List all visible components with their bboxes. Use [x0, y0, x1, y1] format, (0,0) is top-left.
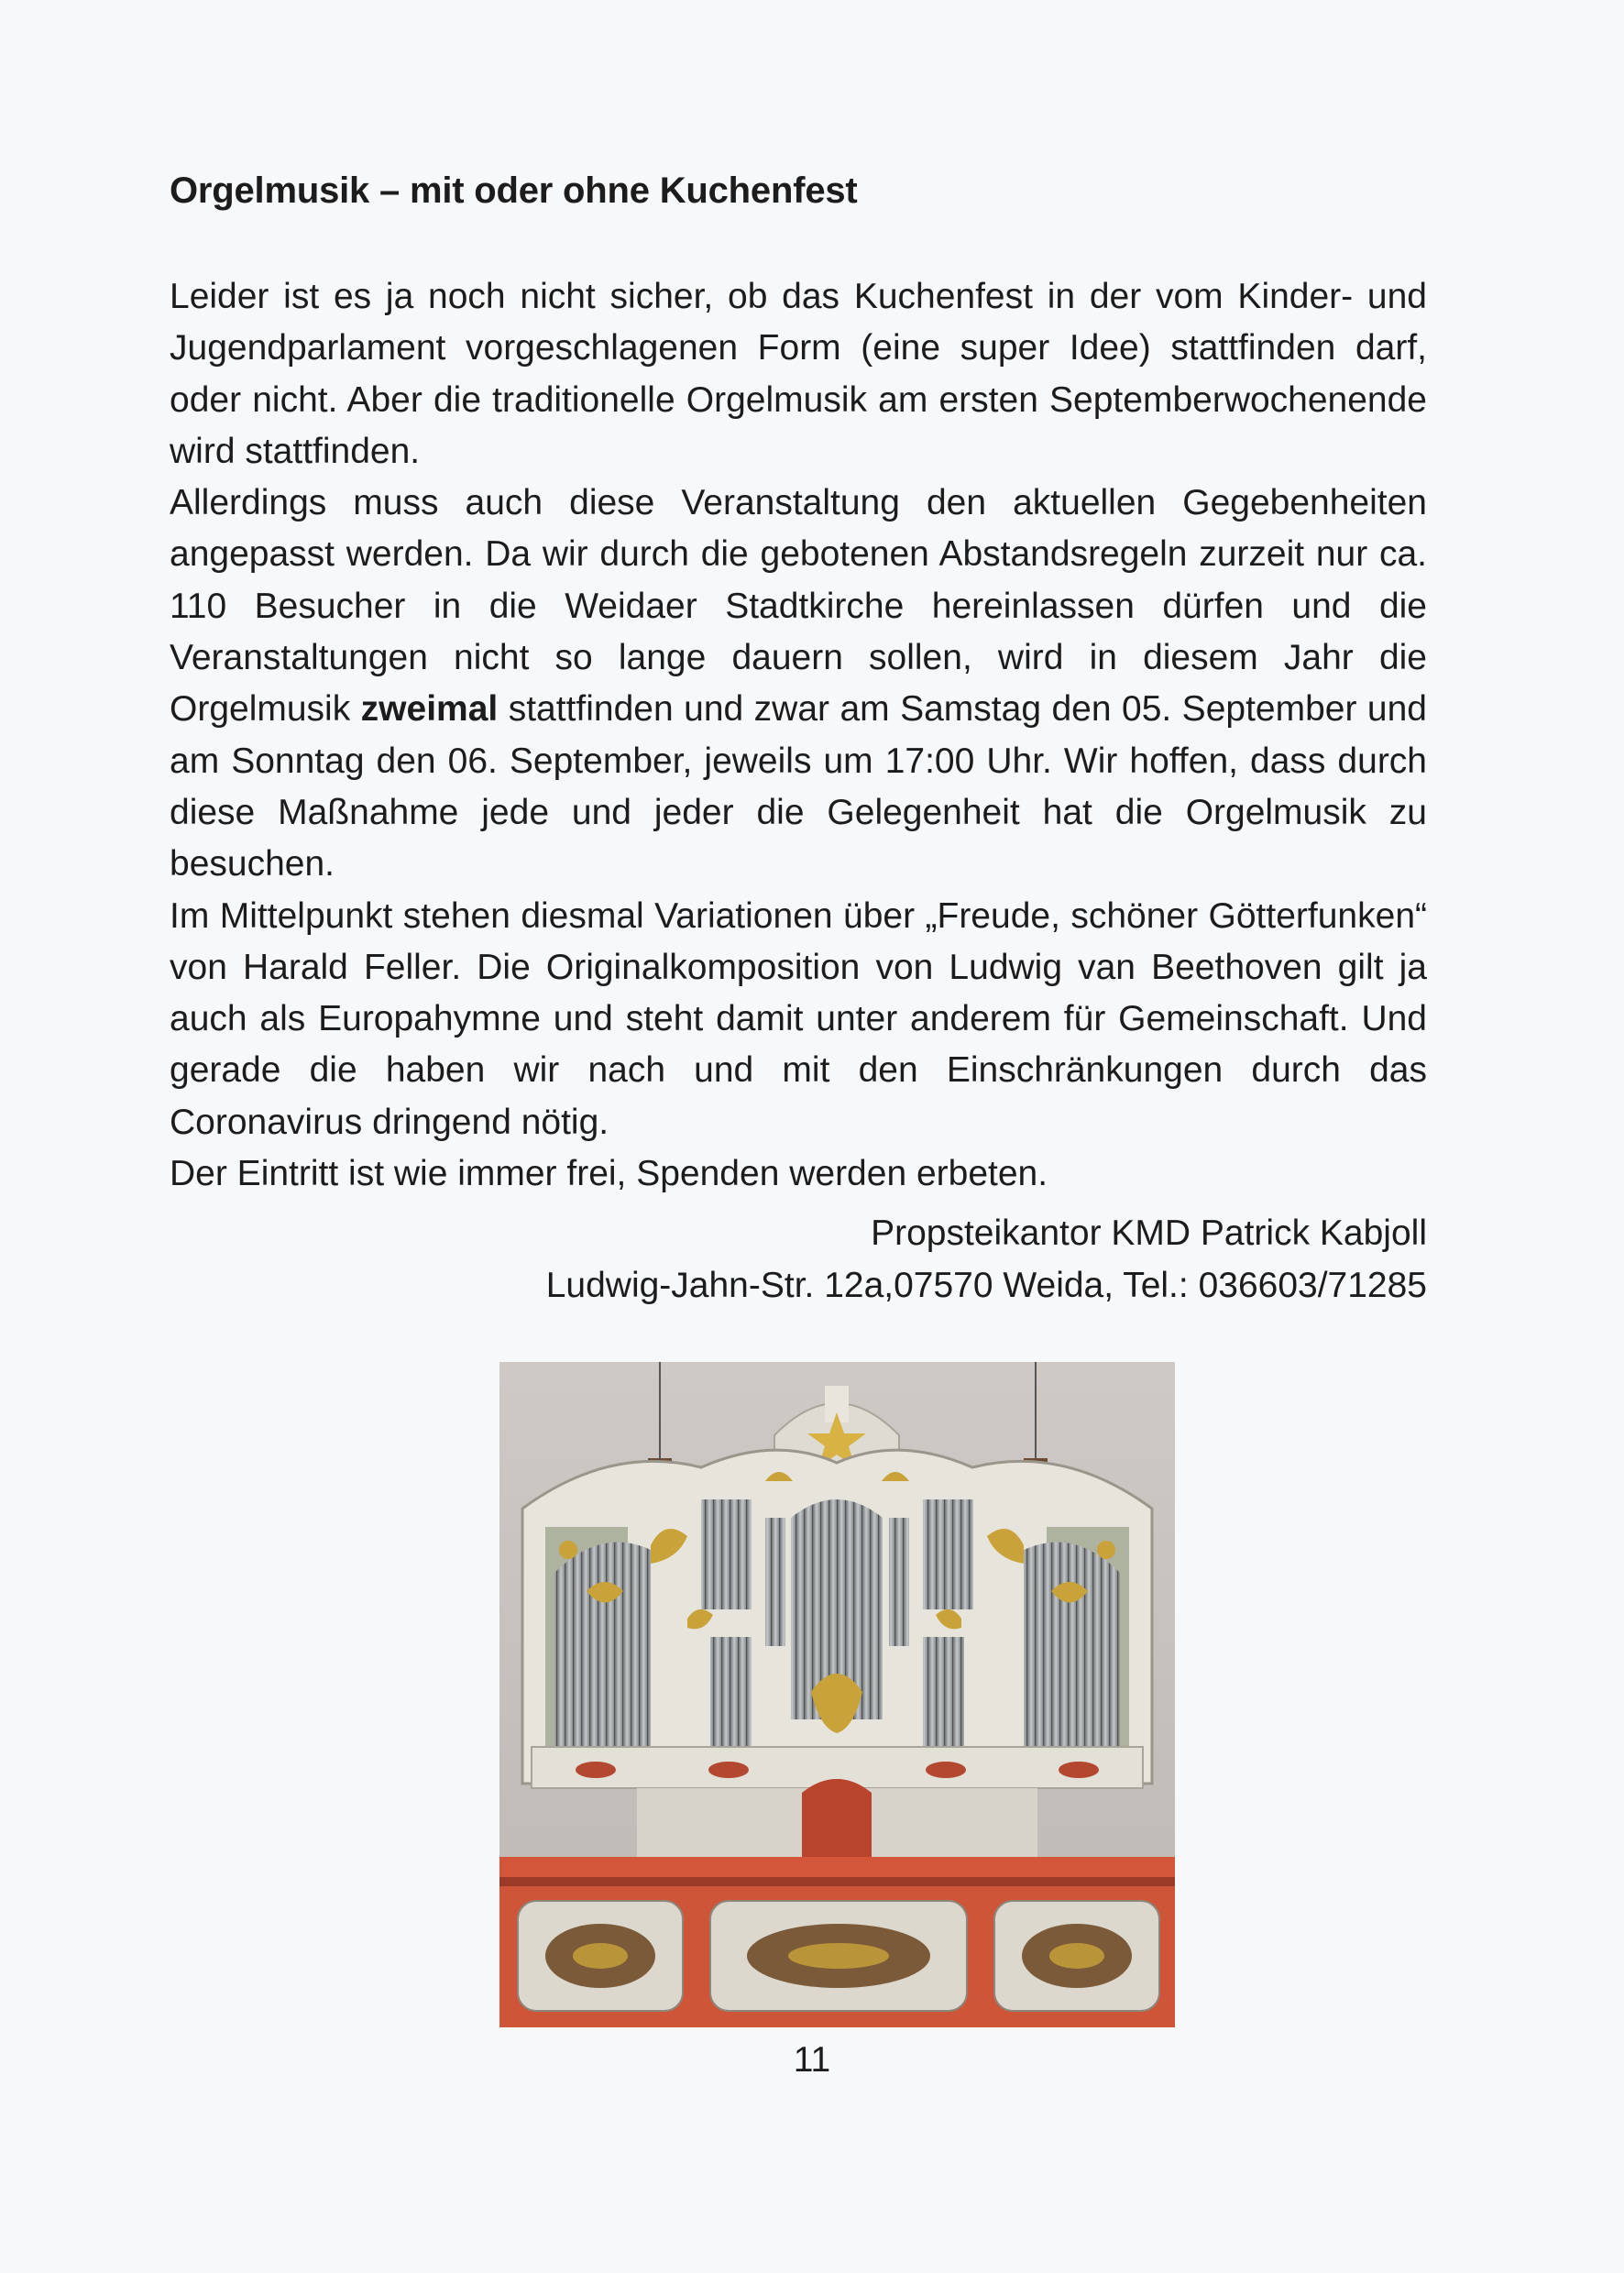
signature-address: Ludwig-Jahn-Str. 12a,07570 Weida, Tel.: 036603/71285: [545, 1266, 1427, 1305]
paragraph-1: Leider ist es ja noch nicht sicher, ob das Kuchenfest in der vom Kinder- und Jugendparlament vorgeschlagenen Form (eine super Idee) stattfinden darf, oder nicht. Aber die traditionelle Orgelmusik am ersten Septemberwochenende wird stattfinden.: [170, 277, 1427, 471]
paragraph-4: Der Eintritt ist wie immer frei, Spenden werden erbeten.: [170, 1154, 1048, 1194]
paragraph-3: Im Mittelpunkt stehen diesmal Variationen über „Freude, schöner Götterfunken“ von Harald Feller. Die Originalkomposition von Ludwig van Beethoven gilt ja auch als Europahymne und steht damit unter anderem für Gemeinschaft. Und gerade die haben wir nach und mit den Einschränkungen durch das Coronavirus dringend nötig.: [170, 895, 1427, 1142]
paragraph-2: [170, 478, 1427, 890]
emphasis-zweimal: zweimal: [360, 689, 499, 730]
organ-photo: [499, 1362, 1175, 2027]
article-title: Orgelmusik – mit oder ohne Kuchenfest: [170, 170, 858, 211]
paragraph-2-start: Allerdings muss auch diese Veranstaltung den aktuellen Gegebenheiten angepasst werden. Da wir durch die gebotenen Abstandsregeln zurzeit nur ca. 110 Besucher in die Weidaer Stadtkirche hereinlassen dürfen und die Veranstaltungen nicht so lange dauern sollen, wird in diesem Jahr die Orgelmusik: [170, 483, 1427, 730]
paragraph-2-end: stattfinden und zwar am Samstag den 05. September und am Sonntag den 06. September, jeweils um 17:00 Uhr. Wir hoffen, dass durch diese Maßnahme jede und jeder die Gelegenheit hat die Orgelmusik zu besuchen.: [170, 689, 1427, 884]
article-body: [170, 271, 1427, 1200]
page-number: 11: [793, 2040, 831, 2080]
signature-name: Propsteikantor KMD Patrick Kabjoll: [871, 1213, 1427, 1253]
